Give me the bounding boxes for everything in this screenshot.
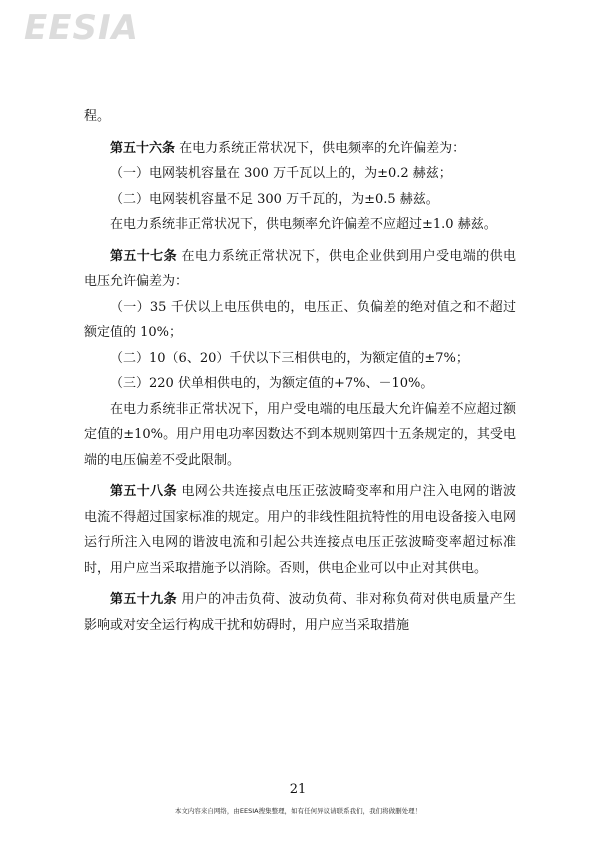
paragraph-continuation: 程。 — [84, 109, 111, 124]
article-57 — [84, 244, 516, 295]
paragraph: 在电力系统非正常状况下，供电频率允许偏差不应超过±1.0 赫兹。 — [110, 217, 497, 232]
article-number: 第五十六条 — [110, 140, 176, 156]
document-body — [84, 104, 516, 638]
clause-item: （二）电网装机容量不足 300 万千瓦的，为±0.5 赫兹。 — [110, 191, 439, 207]
article-text: 在电力系统正常状况下，供电频率的允许偏差为： — [175, 140, 466, 156]
article-text: 电网公共连接点电压正弦波畸变率和用户注入电网的谐波电流不得超过国家标准的规定。用户的非线性阻抗特性的用电设备接入电网运行所注入电网的谐波电流和引起公共连接点电压正弦波畸变率超过标准时，用户应当采取措施予以消除。否则，供电企业可以中止对其供电。 — [84, 484, 516, 576]
paragraph: 在电力系统非正常状况下，用户受电端的电压最大允许偏差不应超过额定值的±10%。用户用电功率因数达不到本规则第四十五条规定的，其受电端的电压偏差不受此限制。 — [84, 401, 516, 468]
clause-item: （二）10（6、20）千伏以下三相供电的，为额定值的±7%； — [110, 350, 469, 366]
clause-item: （三）220 伏单相供电的，为额定值的+7%、－10%。 — [110, 376, 434, 391]
article-58 — [84, 479, 516, 581]
clause-item: （一）35 千伏以上电压供电的，电压正、负偏差的绝对值之和不超过额定值的 10%； — [84, 299, 516, 340]
article-text: 在电力系统正常状况下，供电企业供到用户受电端的供电电压允许偏差为： — [84, 248, 516, 289]
article-56 — [84, 136, 516, 162]
page-number: 21 — [289, 782, 307, 797]
eesia-logo: EESIA — [24, 8, 139, 48]
article-number: 第五十七条 — [110, 248, 177, 264]
clause-item: （一）电网装机容量在 300 万千瓦以上的，为±0.2 赫兹； — [110, 166, 452, 181]
footer-note: 本文内容来自网络，由EESIA搜集整理，如有任何异议请联系我们，我们将做删处理！ — [174, 807, 422, 815]
article-number: 第五十九条 — [110, 592, 177, 607]
article-59 — [84, 587, 516, 638]
article-number: 第五十八条 — [110, 484, 177, 499]
article-text: 用户的冲击负荷、波动负荷、非对称负荷对供电质量产生影响或对安全运行构成干扰和妨碍时，用户应当采取措施 — [84, 592, 516, 633]
